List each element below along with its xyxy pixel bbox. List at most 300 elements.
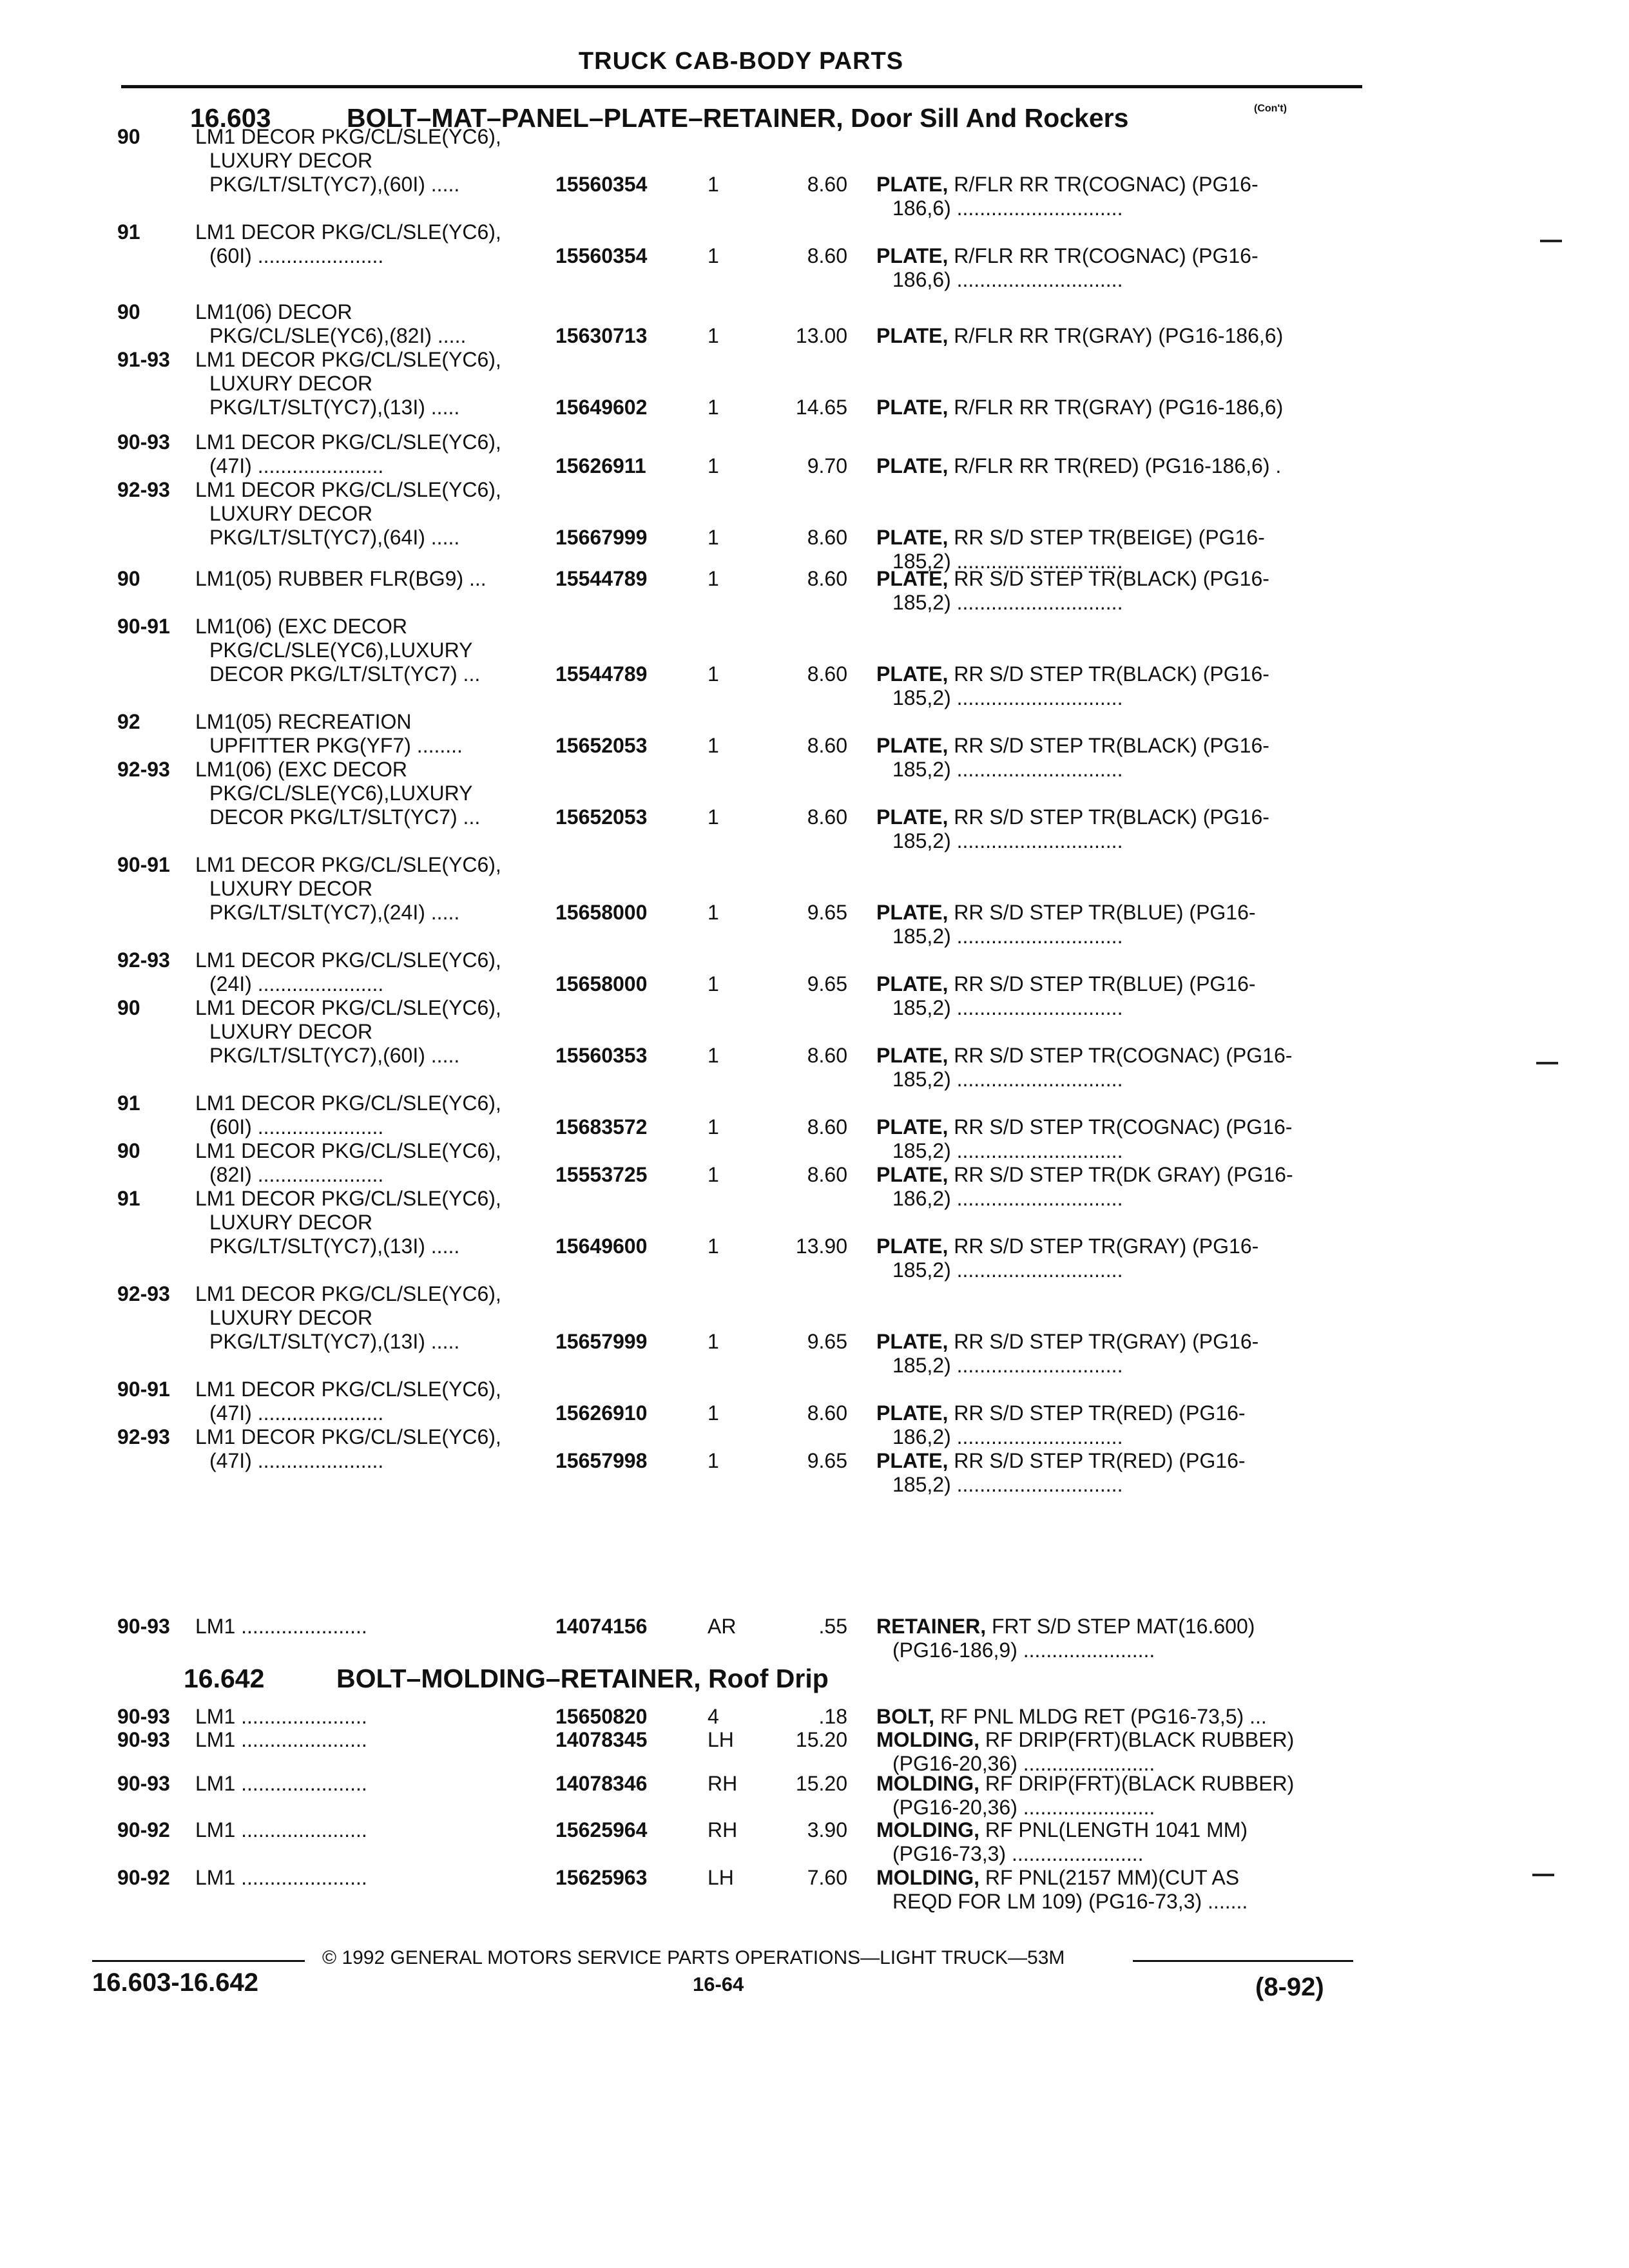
model-year: 90-93 bbox=[117, 430, 170, 454]
part-name: 185,2) ............................. bbox=[892, 1139, 1123, 1162]
list-price: 7.60 bbox=[807, 1866, 847, 1889]
quantity: 1 bbox=[708, 324, 719, 347]
usage-description: (47I) ...................... bbox=[209, 454, 384, 477]
usage-description: (60I) ...................... bbox=[209, 1115, 384, 1139]
part-name-detail: RF PNL(LENGTH 1041 MM) bbox=[985, 1818, 1248, 1841]
usage-description: LM1 DECOR PKG/CL/SLE(YC6), bbox=[195, 348, 501, 371]
entry-line bbox=[0, 197, 1629, 220]
entry-line bbox=[0, 1772, 1629, 1796]
model-year: 90-91 bbox=[117, 1378, 170, 1401]
part-name bbox=[876, 1115, 1353, 1139]
entry-line bbox=[0, 173, 1629, 197]
part-name: REQD FOR LM 109) (PG16-73,3) ....... bbox=[892, 1890, 1248, 1913]
entry-line bbox=[0, 1258, 1629, 1282]
part-type: PLATE, bbox=[876, 1401, 949, 1425]
entry-line bbox=[0, 1354, 1629, 1378]
model-year: 92 bbox=[117, 710, 140, 733]
margin-mark bbox=[1540, 240, 1562, 242]
list-price: 15.20 bbox=[795, 1728, 847, 1751]
part-name bbox=[876, 324, 1353, 348]
section-number: 16.603 bbox=[190, 103, 271, 133]
usage-description: (47I) ...................... bbox=[209, 1449, 384, 1472]
page-title: TRUCK CAB-BODY PARTS bbox=[578, 48, 904, 75]
part-name: (PG16-20,36) ....................... bbox=[892, 1752, 1155, 1775]
part-name-detail: R/FLR RR TR(GRAY) (PG16-186,6) bbox=[954, 324, 1284, 347]
model-year: 90-93 bbox=[117, 1615, 170, 1638]
part-type: PLATE, bbox=[876, 173, 949, 196]
part-number: 15544789 bbox=[555, 567, 648, 590]
part-name bbox=[876, 1705, 1353, 1729]
model-year: 90 bbox=[117, 567, 140, 590]
footer-copyright: © 1992 GENERAL MOTORS SERVICE PARTS OPERATIONS—LIGHT TRUCK—53M bbox=[322, 1947, 1065, 1968]
model-year: 90 bbox=[117, 125, 140, 148]
usage-description: PKG/LT/SLT(YC7),(13I) ..... bbox=[209, 1235, 460, 1258]
usage-description: LM1 DECOR PKG/CL/SLE(YC6), bbox=[195, 996, 501, 1019]
part-name bbox=[876, 901, 1353, 925]
margin-mark bbox=[1536, 1062, 1558, 1064]
part-type: RETAINER, bbox=[876, 1615, 987, 1638]
usage-description: LM1(05) RECREATION bbox=[195, 710, 412, 733]
part-name: 185,2) ............................. bbox=[892, 829, 1123, 852]
parts-entry bbox=[0, 1818, 1629, 1866]
entry-line bbox=[0, 567, 1629, 591]
quantity: 1 bbox=[708, 1330, 719, 1353]
part-number: 15652053 bbox=[555, 805, 648, 829]
parts-entry bbox=[0, 567, 1629, 615]
part-name-detail: RR S/D STEP TR(DK GRAY) (PG16- bbox=[954, 1163, 1293, 1186]
section-title: BOLT–MOLDING–RETAINER, Roof Drip bbox=[336, 1664, 829, 1693]
part-number: 15625963 bbox=[555, 1866, 648, 1889]
usage-description: UPFITTER PKG(YF7) ........ bbox=[209, 734, 463, 757]
usage-description: LUXURY DECOR bbox=[209, 877, 373, 900]
entry-line bbox=[0, 710, 1629, 734]
section-continued-label: (Con't) bbox=[1254, 103, 1287, 114]
part-name: 185,2) ............................. bbox=[892, 925, 1123, 948]
entry-line bbox=[0, 1211, 1629, 1235]
usage-description: PKG/LT/SLT(YC7),(24I) ..... bbox=[209, 901, 460, 924]
part-name bbox=[876, 1330, 1353, 1354]
part-number: 15649600 bbox=[555, 1235, 648, 1258]
list-price: 8.60 bbox=[807, 662, 847, 686]
model-year: 90-91 bbox=[117, 615, 170, 638]
part-name bbox=[876, 1866, 1353, 1890]
list-price: .55 bbox=[818, 1615, 847, 1638]
entry-line bbox=[0, 782, 1629, 805]
part-type: PLATE, bbox=[876, 901, 949, 924]
part-number: 15658000 bbox=[555, 972, 648, 995]
parts-entry bbox=[0, 996, 1629, 1091]
section-heading bbox=[184, 1664, 829, 1694]
list-price: 8.60 bbox=[807, 1115, 847, 1139]
entry-line bbox=[0, 526, 1629, 550]
model-year: 91 bbox=[117, 1187, 140, 1210]
list-price: 8.60 bbox=[807, 1401, 847, 1425]
part-name bbox=[876, 1449, 1353, 1473]
quantity: 1 bbox=[708, 1044, 719, 1067]
part-name bbox=[876, 972, 1353, 996]
part-type: MOLDING, bbox=[876, 1866, 979, 1889]
model-year: 92-93 bbox=[117, 1282, 170, 1305]
part-name-detail: RR S/D STEP TR(BLACK) (PG16- bbox=[954, 805, 1269, 829]
usage-description: LUXURY DECOR bbox=[209, 502, 373, 525]
part-type: MOLDING, bbox=[876, 1818, 979, 1841]
entry-line bbox=[0, 758, 1629, 782]
part-number: 15649602 bbox=[555, 396, 648, 419]
part-number: 15658000 bbox=[555, 901, 648, 924]
usage-description: PKG/LT/SLT(YC7),(64I) ..... bbox=[209, 526, 460, 549]
part-name-detail: RR S/D STEP TR(BLACK) (PG16- bbox=[954, 567, 1269, 590]
model-year: 90-93 bbox=[117, 1772, 170, 1795]
usage-description: LM1(06) (EXC DECOR bbox=[195, 615, 407, 638]
quantity: RH bbox=[708, 1818, 738, 1841]
model-year: 90-92 bbox=[117, 1866, 170, 1889]
list-price: 8.60 bbox=[807, 526, 847, 549]
quantity: 1 bbox=[708, 396, 719, 419]
entry-line bbox=[0, 478, 1629, 502]
entry-line bbox=[0, 1425, 1629, 1449]
part-name-detail: RF DRIP(FRT)(BLACK RUBBER) bbox=[985, 1772, 1295, 1795]
entry-line bbox=[0, 1473, 1629, 1497]
list-price: .18 bbox=[818, 1705, 847, 1728]
list-price: 9.65 bbox=[807, 1330, 847, 1353]
usage-description: LM1 ...................... bbox=[195, 1615, 367, 1638]
usage-description: LUXURY DECOR bbox=[209, 1020, 373, 1043]
list-price: 9.65 bbox=[807, 972, 847, 995]
part-name-detail: RR S/D STEP TR(GRAY) (PG16- bbox=[954, 1235, 1259, 1258]
entry-line bbox=[0, 1796, 1629, 1820]
part-name: 185,2) ............................. bbox=[892, 1473, 1123, 1496]
quantity: 1 bbox=[708, 734, 719, 757]
parts-entry bbox=[0, 1425, 1629, 1497]
entry-line bbox=[0, 348, 1629, 372]
usage-description: PKG/LT/SLT(YC7),(13I) ..... bbox=[209, 1330, 460, 1353]
part-number: 15683572 bbox=[555, 1115, 648, 1139]
model-year: 92-93 bbox=[117, 758, 170, 781]
entry-line bbox=[0, 734, 1629, 758]
part-type: PLATE, bbox=[876, 526, 949, 549]
quantity: 1 bbox=[708, 1115, 719, 1139]
entry-line bbox=[0, 1115, 1629, 1139]
entry-line bbox=[0, 1091, 1629, 1115]
parts-entry bbox=[0, 478, 1629, 573]
section-title: BOLT–MAT–PANEL–PLATE–RETAINER, Door Sill And Rockers bbox=[347, 103, 1129, 133]
part-name bbox=[876, 173, 1353, 197]
part-name bbox=[876, 567, 1353, 591]
entry-line bbox=[0, 220, 1629, 244]
part-type: BOLT, bbox=[876, 1705, 935, 1728]
entry-line bbox=[0, 1449, 1629, 1473]
part-name: 185,2) ............................. bbox=[892, 591, 1123, 614]
entry-line bbox=[0, 430, 1629, 454]
usage-description: LM1 DECOR PKG/CL/SLE(YC6), bbox=[195, 478, 501, 501]
part-name bbox=[876, 396, 1353, 419]
quantity: LH bbox=[708, 1866, 734, 1889]
entry-line bbox=[0, 1306, 1629, 1330]
footer-rule-right bbox=[1133, 1960, 1353, 1962]
usage-description: (82I) ...................... bbox=[209, 1163, 384, 1186]
parts-entry bbox=[0, 348, 1629, 419]
usage-description: LM1(06) DECOR bbox=[195, 300, 352, 323]
model-year: 92-93 bbox=[117, 478, 170, 501]
list-price: 8.60 bbox=[807, 734, 847, 757]
entry-line bbox=[0, 1282, 1629, 1306]
quantity: 1 bbox=[708, 173, 719, 196]
entry-line bbox=[0, 324, 1629, 348]
usage-description: LM1 DECOR PKG/CL/SLE(YC6), bbox=[195, 220, 501, 244]
usage-description: (60I) ...................... bbox=[209, 244, 384, 267]
model-year: 91-93 bbox=[117, 348, 170, 371]
part-number: 15667999 bbox=[555, 526, 648, 549]
parts-entry bbox=[0, 853, 1629, 948]
part-number: 15560354 bbox=[555, 173, 648, 196]
part-name bbox=[876, 1401, 1353, 1425]
part-name bbox=[876, 244, 1353, 268]
parts-entry bbox=[0, 220, 1629, 292]
usage-description: DECOR PKG/LT/SLT(YC7) ... bbox=[209, 662, 481, 686]
part-name: 185,2) ............................. bbox=[892, 1354, 1123, 1377]
part-name-detail: R/FLR RR TR(RED) (PG16-186,6) . bbox=[954, 454, 1282, 477]
quantity: 1 bbox=[708, 1163, 719, 1186]
entry-line bbox=[0, 396, 1629, 419]
part-name: 185,2) ............................. bbox=[892, 550, 1123, 573]
part-number: 15553725 bbox=[555, 1163, 648, 1186]
model-year: 90 bbox=[117, 1139, 140, 1162]
part-name: 185,2) ............................. bbox=[892, 1258, 1123, 1282]
part-name-detail: RR S/D STEP TR(BLUE) (PG16- bbox=[954, 901, 1256, 924]
footer-section-range: 16.603-16.642 bbox=[92, 1968, 259, 1997]
part-type: MOLDING, bbox=[876, 1728, 979, 1751]
usage-description: LUXURY DECOR bbox=[209, 149, 373, 172]
quantity: 1 bbox=[708, 972, 719, 995]
entry-line bbox=[0, 996, 1629, 1020]
part-name-detail: RR S/D STEP TR(GRAY) (PG16- bbox=[954, 1330, 1259, 1353]
entry-line bbox=[0, 300, 1629, 324]
part-name bbox=[876, 1818, 1353, 1842]
parts-entry bbox=[0, 430, 1629, 478]
quantity: 1 bbox=[708, 1449, 719, 1472]
part-number: 15560354 bbox=[555, 244, 648, 267]
parts-entry bbox=[0, 300, 1629, 348]
part-number: 14078346 bbox=[555, 1772, 648, 1795]
parts-entry bbox=[0, 1187, 1629, 1282]
part-name: 185,2) ............................. bbox=[892, 1068, 1123, 1091]
entry-line bbox=[0, 1866, 1629, 1890]
quantity: 1 bbox=[708, 1235, 719, 1258]
part-number: 15652053 bbox=[555, 734, 648, 757]
list-price: 9.65 bbox=[807, 1449, 847, 1472]
part-name: 186,6) ............................. bbox=[892, 197, 1123, 220]
model-year: 90 bbox=[117, 300, 140, 323]
part-name-detail: RR S/D STEP TR(COGNAC) (PG16- bbox=[954, 1115, 1293, 1139]
list-price: 8.60 bbox=[807, 1163, 847, 1186]
entry-line bbox=[0, 591, 1629, 615]
part-number: 15625964 bbox=[555, 1818, 648, 1841]
entry-line bbox=[0, 1187, 1629, 1211]
part-name-detail: RR S/D STEP TR(BLACK) (PG16- bbox=[954, 734, 1269, 757]
parts-entry bbox=[0, 615, 1629, 710]
quantity: 1 bbox=[708, 526, 719, 549]
part-name: (PG16-186,9) ....................... bbox=[892, 1639, 1155, 1662]
part-type: PLATE, bbox=[876, 396, 949, 419]
usage-description: PKG/LT/SLT(YC7),(13I) ..... bbox=[209, 396, 460, 419]
part-type: PLATE, bbox=[876, 567, 949, 590]
part-number: 14078345 bbox=[555, 1728, 648, 1751]
model-year: 91 bbox=[117, 220, 140, 244]
part-name-detail: RR S/D STEP TR(BEIGE) (PG16- bbox=[954, 526, 1265, 549]
usage-description: LM1(06) (EXC DECOR bbox=[195, 758, 407, 781]
usage-description: LM1 DECOR PKG/CL/SLE(YC6), bbox=[195, 1425, 501, 1448]
quantity: LH bbox=[708, 1728, 734, 1751]
entry-line bbox=[0, 1068, 1629, 1091]
entry-line bbox=[0, 1139, 1629, 1163]
footer-page-number: 16-64 bbox=[693, 1973, 744, 1995]
usage-description: LM1 DECOR PKG/CL/SLE(YC6), bbox=[195, 948, 501, 972]
list-price: 9.65 bbox=[807, 901, 847, 924]
list-price: 13.00 bbox=[795, 324, 847, 347]
usage-description: PKG/CL/SLE(YC6),(82I) ..... bbox=[209, 324, 467, 347]
footer-date: (8-92) bbox=[1255, 1973, 1324, 2001]
margin-mark bbox=[1532, 1874, 1554, 1876]
usage-description: LUXURY DECOR bbox=[209, 1211, 373, 1234]
list-price: 13.90 bbox=[795, 1235, 847, 1258]
usage-description: PKG/LT/SLT(YC7),(60I) ..... bbox=[209, 1044, 460, 1067]
part-name-detail: RR S/D STEP TR(COGNAC) (PG16- bbox=[954, 1044, 1293, 1067]
part-name bbox=[876, 1615, 1353, 1639]
entry-line bbox=[0, 686, 1629, 710]
usage-description: LM1 DECOR PKG/CL/SLE(YC6), bbox=[195, 853, 501, 876]
part-name-detail: RR S/D STEP TR(RED) (PG16- bbox=[954, 1401, 1246, 1425]
list-price: 3.90 bbox=[807, 1818, 847, 1841]
entry-line bbox=[0, 639, 1629, 662]
usage-description: LM1 DECOR PKG/CL/SLE(YC6), bbox=[195, 1139, 501, 1162]
part-name bbox=[876, 1044, 1353, 1068]
part-number: 14074156 bbox=[555, 1615, 648, 1638]
entry-line bbox=[0, 615, 1629, 639]
part-name: (PG16-20,36) ....................... bbox=[892, 1796, 1155, 1819]
part-name-detail: RF PNL MLDG RET (PG16-73,5) ... bbox=[940, 1705, 1267, 1728]
part-name bbox=[876, 734, 1353, 758]
usage-description: LM1 ...................... bbox=[195, 1772, 367, 1795]
usage-description: LUXURY DECOR bbox=[209, 372, 373, 395]
part-type: PLATE, bbox=[876, 454, 949, 477]
model-year: 91 bbox=[117, 1091, 140, 1115]
entry-line bbox=[0, 901, 1629, 925]
part-name: 186,2) ............................. bbox=[892, 1425, 1123, 1448]
entry-line bbox=[0, 244, 1629, 268]
quantity: 1 bbox=[708, 1401, 719, 1425]
part-name bbox=[876, 1728, 1353, 1752]
usage-description: LM1(05) RUBBER FLR(BG9) ... bbox=[195, 567, 487, 590]
part-name-detail: R/FLR RR TR(COGNAC) (PG16- bbox=[954, 244, 1258, 267]
usage-description: (24I) ...................... bbox=[209, 972, 384, 995]
part-type: MOLDING, bbox=[876, 1772, 979, 1795]
parts-entry bbox=[0, 1615, 1629, 1662]
part-number: 15560353 bbox=[555, 1044, 648, 1067]
part-name: 185,2) ............................. bbox=[892, 758, 1123, 781]
part-name: 185,2) ............................. bbox=[892, 686, 1123, 709]
part-number: 15630713 bbox=[555, 324, 648, 347]
part-type: PLATE, bbox=[876, 1163, 949, 1186]
usage-description: LM1 DECOR PKG/CL/SLE(YC6), bbox=[195, 1091, 501, 1115]
usage-description: (47I) ...................... bbox=[209, 1401, 384, 1425]
part-name bbox=[876, 1235, 1353, 1258]
part-name: 186,2) ............................. bbox=[892, 1187, 1123, 1210]
quantity: 1 bbox=[708, 567, 719, 590]
parts-entry bbox=[0, 1282, 1629, 1378]
usage-description: LM1 DECOR PKG/CL/SLE(YC6), bbox=[195, 125, 501, 148]
entry-line bbox=[0, 829, 1629, 853]
entry-line bbox=[0, 877, 1629, 901]
list-price: 8.60 bbox=[807, 244, 847, 267]
part-name-detail: RF PNL(2157 MM)(CUT AS bbox=[985, 1866, 1240, 1889]
entry-line bbox=[0, 1705, 1629, 1729]
usage-description: PKG/CL/SLE(YC6),LUXURY bbox=[209, 782, 473, 805]
model-year: 90 bbox=[117, 996, 140, 1019]
part-name: 185,2) ............................. bbox=[892, 996, 1123, 1019]
entry-line bbox=[0, 1378, 1629, 1401]
list-price: 8.60 bbox=[807, 173, 847, 196]
part-type: PLATE, bbox=[876, 324, 949, 347]
part-number: 15626911 bbox=[555, 454, 646, 477]
usage-description: LUXURY DECOR bbox=[209, 1306, 373, 1329]
model-year: 92-93 bbox=[117, 948, 170, 972]
entry-line bbox=[0, 149, 1629, 173]
entry-line bbox=[0, 1890, 1629, 1914]
entry-line bbox=[0, 454, 1629, 478]
footer-rule-left bbox=[92, 1960, 305, 1962]
usage-description: LM1 ...................... bbox=[195, 1866, 367, 1889]
part-name-detail: R/FLR RR TR(GRAY) (PG16-186,6) bbox=[954, 396, 1284, 419]
part-name bbox=[876, 805, 1353, 829]
quantity: 1 bbox=[708, 805, 719, 829]
part-name-detail: RR S/D STEP TR(BLUE) (PG16- bbox=[954, 972, 1256, 995]
part-name bbox=[876, 526, 1353, 550]
entry-line bbox=[0, 853, 1629, 877]
quantity: 1 bbox=[708, 901, 719, 924]
parts-entry bbox=[0, 125, 1629, 220]
list-price: 8.60 bbox=[807, 805, 847, 829]
usage-description: LM1 ...................... bbox=[195, 1818, 367, 1841]
entry-line bbox=[0, 948, 1629, 972]
part-name bbox=[876, 454, 1353, 478]
usage-description: PKG/LT/SLT(YC7),(60I) ..... bbox=[209, 173, 460, 196]
part-name-detail: RR S/D STEP TR(RED) (PG16- bbox=[954, 1449, 1246, 1472]
parts-entry bbox=[0, 758, 1629, 853]
parts-entry bbox=[0, 1866, 1629, 1914]
model-year: 90-92 bbox=[117, 1818, 170, 1841]
quantity: RH bbox=[708, 1772, 738, 1795]
parts-entry bbox=[0, 1728, 1629, 1776]
part-type: PLATE, bbox=[876, 1330, 949, 1353]
entry-line bbox=[0, 1615, 1629, 1639]
entry-line bbox=[0, 502, 1629, 526]
part-name bbox=[876, 1772, 1353, 1796]
part-type: PLATE, bbox=[876, 662, 949, 686]
part-number: 15650820 bbox=[555, 1705, 648, 1728]
entry-line bbox=[0, 372, 1629, 396]
usage-description: LM1 DECOR PKG/CL/SLE(YC6), bbox=[195, 1378, 501, 1401]
part-number: 15544789 bbox=[555, 662, 648, 686]
entry-line bbox=[0, 1818, 1629, 1842]
model-year: 90-93 bbox=[117, 1705, 170, 1728]
entry-line bbox=[0, 805, 1629, 829]
part-name-detail: R/FLR RR TR(COGNAC) (PG16- bbox=[954, 173, 1258, 196]
entry-line bbox=[0, 125, 1629, 149]
entry-line bbox=[0, 1044, 1629, 1068]
usage-description: PKG/CL/SLE(YC6),LUXURY bbox=[209, 639, 473, 662]
entry-line bbox=[0, 268, 1629, 292]
part-type: PLATE, bbox=[876, 1235, 949, 1258]
